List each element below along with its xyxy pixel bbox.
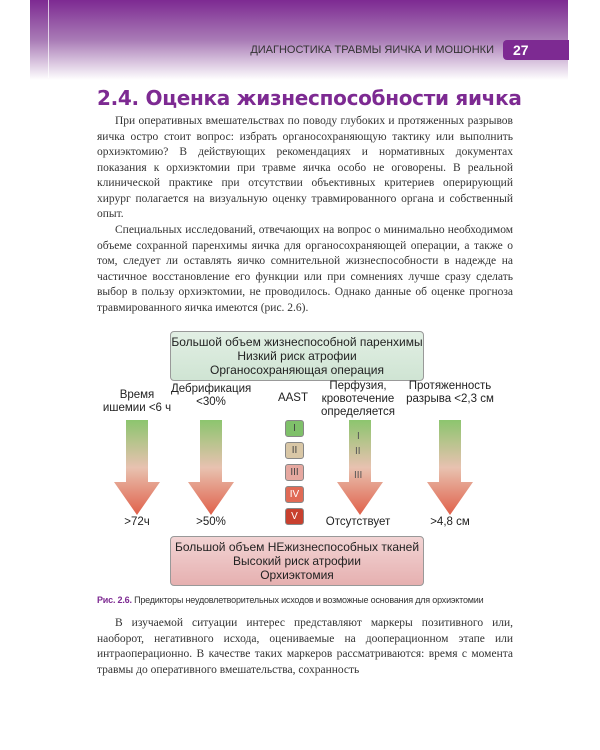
column-bottom-label: Отсутствует xyxy=(325,516,391,528)
gradient-arrow xyxy=(427,420,473,515)
box-line: Большой объем НЕжизнеспособных тканей xyxy=(174,540,420,554)
paragraph: В изучаемой ситуации интерес представляют маркеры позитивного или, наоборот, негативного исхода, оцениваемые на дооперационном этапе или интраоперационно. В качестве таких маркеров рассматриваются: время с момента травмы до оперативного вмешательства, сохранность xyxy=(97,617,513,676)
aast-grade-badge: II xyxy=(285,442,304,459)
caption-text: Предикторы неудовлетворительных исходов и возможные основания для орхиэктомии xyxy=(134,595,484,605)
column-top-label: Время ишемии <6 ч xyxy=(102,389,172,414)
aast-label: AAST xyxy=(277,392,309,404)
perfusion-grade-mark: I xyxy=(357,431,360,442)
column-top-label: Дебрификация <30% xyxy=(171,383,252,408)
paragraph: Специальных исследований, отвечающих на вопрос о минимально необходимом объеме сохранной паренхимы яичка для органосохраняющей операции, а также о том, следует ли оставлять яичко сомнительной жизнеспособности в надежде на частичное восстановление его функции или при сомнениях лучше сразу сделать выбор в пользу орхиэктомии, не проводилось. Однако данные об оценке прогноза травмированного яичка имеются (рис. 2.6). xyxy=(97,224,513,314)
page-number: 27 xyxy=(503,40,569,60)
aast-grade-badge: I xyxy=(285,420,304,437)
gradient-arrow xyxy=(114,420,160,515)
unfavorable-outcome-box xyxy=(170,536,424,586)
aast-grade-badge: IV xyxy=(285,486,304,503)
header-divider xyxy=(48,0,49,78)
column-bottom-label: >50% xyxy=(196,516,226,528)
perfusion-grade-mark: III xyxy=(354,470,363,481)
perfusion-grade-mark: II xyxy=(355,446,361,457)
column-bottom-label: >4,8 см xyxy=(430,516,470,528)
column-bottom-label: >72ч xyxy=(124,516,150,528)
box-line: Органосохраняющая операция xyxy=(210,363,384,377)
column-top-label: Протяженность разрыва <2,3 см xyxy=(406,380,494,405)
header-band xyxy=(30,0,568,80)
running-title: ДИАГНОСТИКА ТРАВМЫ ЯИЧКА И МОШОНКИ xyxy=(250,44,494,56)
box-line: Большой объем жизнеспособной паренхимы xyxy=(171,335,423,349)
column-top-label: Перфузия, кровотечение определяется xyxy=(321,380,395,418)
aast-grade-badge: III xyxy=(285,464,304,481)
aast-grade-badge: V xyxy=(285,508,304,525)
gradient-arrow xyxy=(337,420,383,515)
box-line: Орхиэктомия xyxy=(260,568,334,582)
gradient-arrow xyxy=(188,420,234,515)
figure-caption xyxy=(97,595,483,605)
section-title: 2.4. Оценка жизнеспособности яичка xyxy=(97,86,522,110)
paragraph: При оперативных вмешательствах по поводу глубоких и протяженных разрывов яичка остро стоит вопрос: избрать органосохраняющую тактику или выполнить орхиэктомию? В действующих рекомендациях и нормативных документах показания к орхиэктомии при травме яичка особо не оговорены. В реальной клинической практике при отсутствии объективных критериев оперирующий хирург полагается на визуальную оценку травмированного органа и собственный опыт. xyxy=(97,115,513,220)
favorable-outcome-box xyxy=(170,331,424,381)
box-line: Низкий риск атрофии xyxy=(237,349,357,363)
caption-label: Рис. 2.6. xyxy=(97,595,132,605)
box-line: Высокий риск атрофии xyxy=(233,554,361,568)
